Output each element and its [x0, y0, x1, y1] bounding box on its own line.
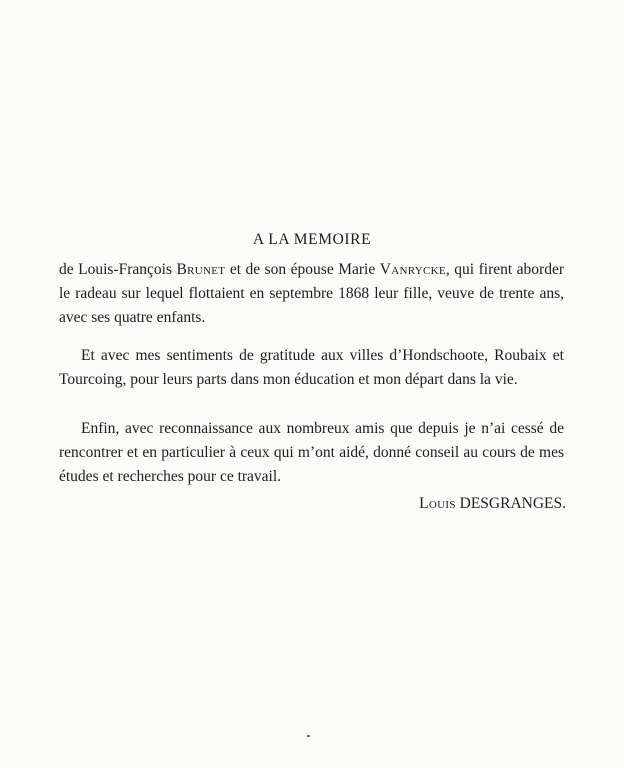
paragraph-1-text-c: , qui firent aborder le radeau sur lequel flottaient en septembre 1868 leur fille, veuve de trente ans, avec ses quatre enfants. [59, 261, 564, 326]
print-speck [307, 735, 310, 737]
name-vanrycke: Vanrycke [379, 261, 446, 278]
paragraph-1-text-b: et de son épouse Marie [225, 261, 380, 278]
author-last-name: DESGRANGES. [459, 495, 566, 512]
dedication-paragraph-1 [59, 258, 564, 330]
author-signature [419, 495, 566, 513]
dedication-heading: A LA MEMOIRE [252, 231, 372, 248]
author-first-name: Louis [419, 495, 456, 512]
dedication-paragraph-2: Et avec mes sentiments de gratitude aux villes d’Hondschoote, Roubaix et Tourcoing, pour leurs parts dans mon éducation et mon départ dans la vie. [59, 347, 564, 388]
paragraph-1-text-a: de Louis-François [59, 261, 177, 278]
dedication-paragraph-3: Enfin, avec reconnaissance aux nombreux amis que depuis je n’ai cessé de rencontrer et en particulier à ceux qui m’ont aidé, donné conseil au cours de mes études et recherches pour ce travail. [59, 420, 564, 485]
name-brunet: Brunet [176, 261, 226, 278]
